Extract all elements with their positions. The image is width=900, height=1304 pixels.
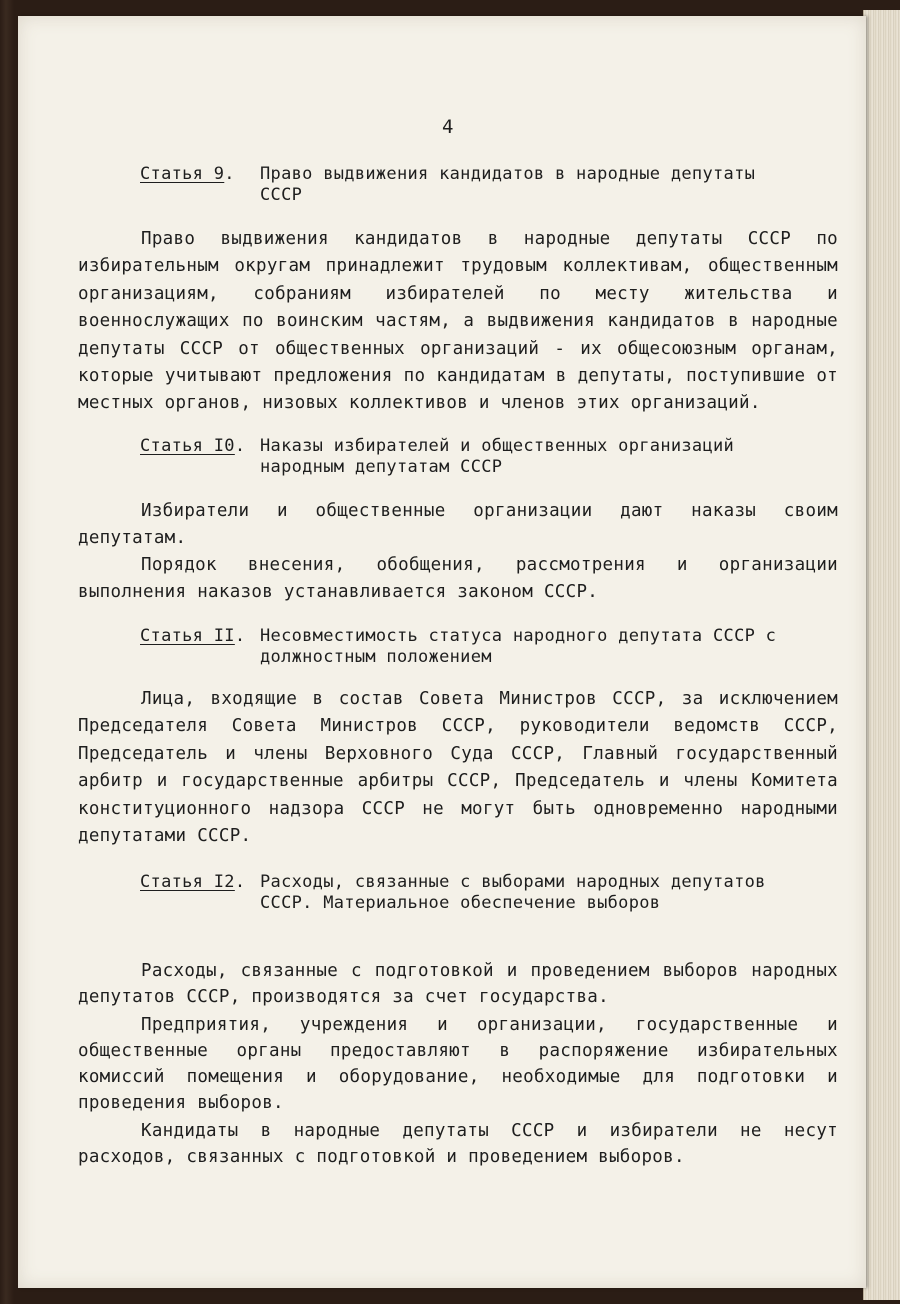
article-label: Статья I2	[140, 872, 235, 892]
article-label: Статья 9	[140, 164, 225, 184]
article-title: Несовместимость статуса народного депутата СССР с должностным положением	[260, 626, 777, 667]
article-title: Право выдвижения кандидатов в народные депутаты СССР	[260, 164, 756, 205]
article-paragraph: Избиратели и общественные организации дают наказы своим депутатам.	[78, 501, 838, 549]
document-page	[18, 16, 866, 1288]
article-label: Статья I0	[140, 436, 235, 456]
article-title: Наказы избирателей и общественных организаций народным депутатам СССР	[260, 436, 735, 477]
article-paragraph: Право выдвижения кандидатов в народные депутаты СССР по избирательным округам принадлежит трудовым коллективам, общественным организациям, собраниям избирателей по месту жительства и военнослужащих по воинским частям, а выдвижения кандидатов в народные депутаты СССР от общественных организаций - их общесоюзным органам, которые учитывают предложения по кандидатам в депутаты, поступившие от местных органов, низовых коллективов и членов этих организаций.	[78, 229, 838, 414]
page-content: 4 Статья 9. Право выдвижения кандидатов в народные депутаты СССР Право выдвижения кандидатов в народные депутаты СССР по избирательным округам принадлежит трудовым коллективам, общественным организациям, собраниям избирателей по месту жительства и военнослужащих по воинским частям, а выдвижения кандидатов в народные депутаты СССР от общественных организаций - их общесоюзным органам, которые учитывают предложения по кандидатам в депутаты, поступившие от местных органов, низовых коллективов и членов этих организаций. Статья I0. Наказы избирателей и общественных организаций народным депутатам СССР Избиратели и общественные организации дают наказы своим депутатам. Порядок внесения, обобщения, рассмотрения и организации выполнения наказов устанавливается законом СССР. Статья II. Несовместимость статуса народного депутата СССР с должностным положением Лица, входящие в состав Совета Министров СССР, за исключением Председателя Совета Министров СССР, руководители ведомств СССР, Председатель и члены Верховного Суда СССР, Главный государственный арбитр и государственные арбитры СССР, Председатель и члены Комитета конституционного надзора СССР не могут быть одновременно народными депутатами СССР. Статья I2. Расходы, связанные с выборами народных депутатов СССР. Материальное обеспечение выборов Расходы, связанные с подготовкой и проведением выборов народных депутатов СССР, производятся за счет государства. Предприятия, учреждения и организации, государственные и общественные органы предоставляют в распоряжение избирательных комиссий помещения и оборудование, необходимые для подготовки и проведения выборов. Кандидаты в народные депутаты СССР и избиратели не несут расходов, связанных с подготовкой и проведением выборов.	[18, 16, 866, 1288]
page-number: 4	[442, 116, 454, 138]
article-paragraph: Предприятия, учреждения и организации, государственные и общественные органы предоставляют в распоряжение избирательных комиссий помещения и оборудование, необходимые для подготовки и проведения выборов.	[78, 1015, 838, 1113]
article-paragraph: Лица, входящие в состав Совета Министров СССР, за исключением Председателя Совета Министров СССР, руководители ведомств СССР, Председатель и члены Верховного Суда СССР, Главный государственный арбитр и государственные арбитры СССР, Председатель и члены Комитета конституционного надзора СССР не могут быть одновременно народными депутатами СССР.	[78, 689, 838, 847]
article-paragraph: Кандидаты в народные депутаты СССР и избиратели не несут расходов, связанных с подготовкой и проведением выборов.	[78, 1121, 838, 1167]
article-label: Статья II	[140, 626, 235, 646]
article-paragraph: Расходы, связанные с подготовкой и проведением выборов народных депутатов СССР, производятся за счет государства.	[78, 961, 838, 1007]
article-title: Расходы, связанные с выборами народных депутатов СССР. Материальное обеспечение выборов	[260, 872, 766, 913]
article-paragraph: Порядок внесения, обобщения, рассмотрения и организации выполнения наказов устанавливается законом СССР.	[78, 555, 838, 603]
book-page-edges	[863, 10, 900, 1300]
